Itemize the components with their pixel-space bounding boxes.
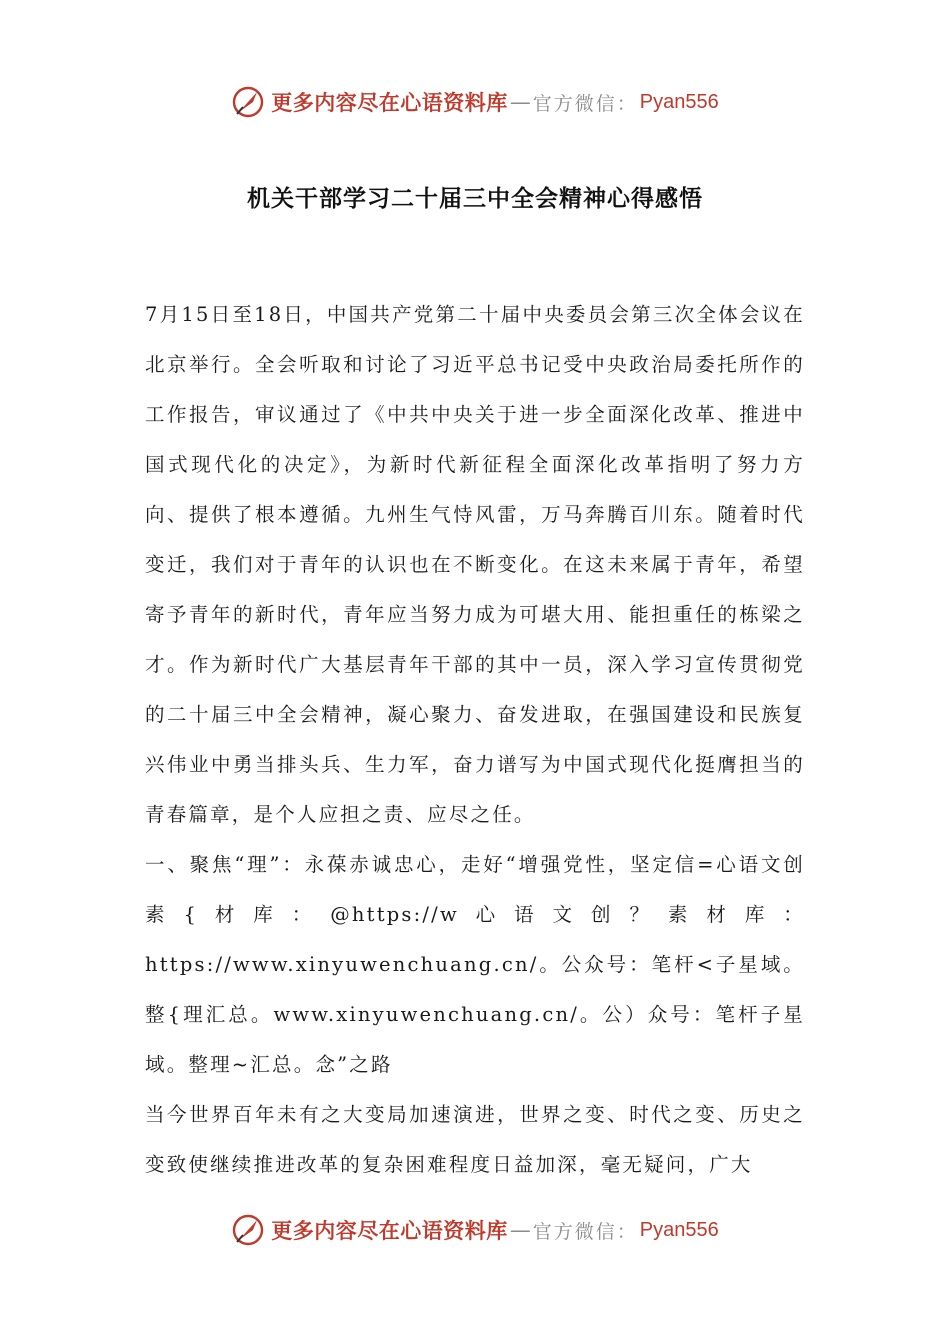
quill-logo-icon bbox=[231, 85, 265, 119]
banner-wechat-id: Pyan556 bbox=[639, 1218, 719, 1241]
document-title: 机关干部学习二十届三中全会精神心得感悟 bbox=[247, 186, 703, 212]
footer-banner bbox=[0, 1208, 950, 1252]
banner-wechat-label: 官方微信： bbox=[532, 1220, 638, 1243]
banner-separator: — bbox=[509, 1218, 531, 1242]
banner-main-text: 更多内容尽在心语资料库 bbox=[271, 90, 508, 115]
quill-logo-icon bbox=[231, 1213, 265, 1247]
header-banner bbox=[0, 80, 950, 124]
paragraph-section-heading: 一、聚焦“理”：永葆赤诚忠心，走好“增强党性，坚定信=心语文创素{材库：@https://w心语文创？素材库：https://www.xinyuwenchuang.cn/。公众号：笔杆<子星域。整{理汇总。www.xinyuwenchuang.cn/。公）众号：笔杆子星域。整理~汇总。念”之路 bbox=[145, 853, 805, 1076]
banner-main-text: 更多内容尽在心语资料库 bbox=[271, 1218, 508, 1243]
banner-wechat-id: Pyan556 bbox=[639, 90, 719, 113]
banner-wechat-label: 官方微信： bbox=[532, 92, 638, 115]
document-body bbox=[145, 290, 805, 1190]
paragraph-section-body: 当今世界百年未有之大变局加速演进，世界之变、时代之变、历史之变致使继续推进改革的复杂困难程度日益加深，毫无疑问，广大 bbox=[145, 1103, 805, 1176]
paragraph-intro: 7月15日至18日，中国共产党第二十届中央委员会第三次全体会议在北京举行。全会听取和讨论了习近平总书记受中央政治局委托所作的工作报告，审议通过了《中共中央关于进一步全面深化改革、推进中国式现代化的决定》，为新时代新征程全面深化改革指明了努力方向、提供了根本遵循。九州生气恃风雷，万马奔腾百川东。随着时代变迁，我们对于青年的认识也在不断变化。在这未来属于青年，希望寄予青年的新时代，青年应当努力成为可堪大用、能担重任的栋梁之才。作为新时代广大基层青年干部的其中一员，深入学习宣传贯彻党的二十届三中全会精神，凝心聚力、奋发进取，在强国建设和民族复兴伟业中勇当排头兵、生力军，奋力谱写为中国式现代化挺膺担当的青春篇章，是个人应担之责、应尽之任。 bbox=[145, 303, 805, 826]
banner-separator: — bbox=[509, 90, 531, 114]
